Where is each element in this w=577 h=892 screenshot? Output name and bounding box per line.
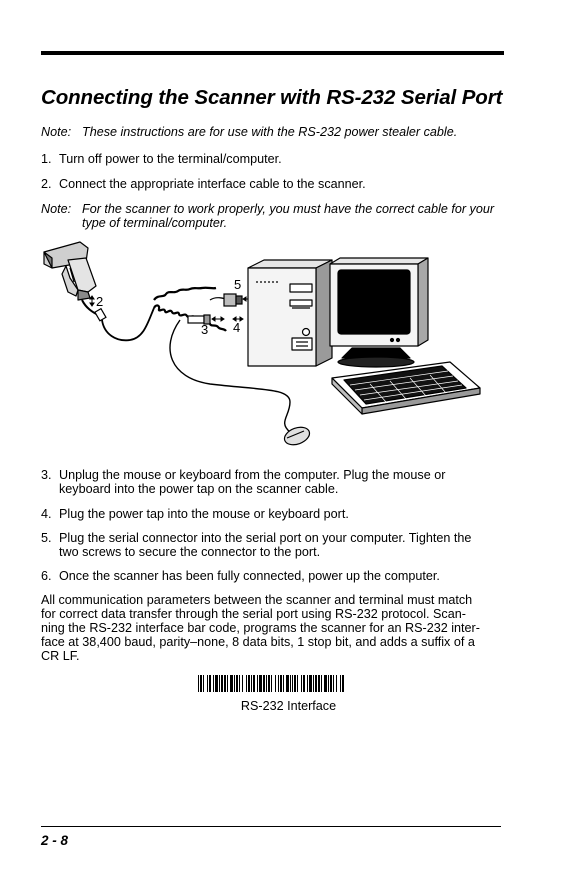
note-label: Note: [41,202,72,216]
step-text: Once the scanner has been fully connected, power up the computer. [59,569,440,583]
callout-4: 4 [233,320,241,335]
step-number: 4. [41,507,52,521]
callout-2: 2 [96,294,104,309]
step-number: 5. [41,531,52,545]
step-text: Plug the power tap into the mouse or keyboard port. [59,507,349,521]
top-rule [41,51,504,55]
step-text [59,531,471,559]
step-line: two screws to secure the connector to the port. [59,545,321,559]
step-line: Plug the serial connector into the serial port on your computer. Tighten the [59,531,472,545]
note-label: Note: [41,125,72,139]
callout-3: 3 [201,322,209,337]
note-text [82,202,494,230]
paragraph-line: for correct data transfer through the serial port using RS-232 protocol. Scan- [41,607,466,621]
step-text: Connect the appropriate interface cable to the scanner. [59,177,366,191]
paragraph-line: face at 38,400 baud, parity–none, 8 data bits, 1 stop bit, and adds a suffix of a [41,635,475,649]
step-line: keyboard into the power tap on the scanner cable. [59,482,339,496]
bottom-rule [41,826,501,827]
step-number: 1. [41,152,52,166]
step-number: 3. [41,468,52,482]
step-text [59,468,445,496]
note-text: These instructions are for use with the RS-232 power stealer cable. [82,125,458,139]
rs232-interface-barcode[interactable] [198,675,345,692]
step-line: Unplug the mouse or keyboard from the computer. Plug the mouse or [59,468,446,482]
computer-tower-icon [248,260,332,366]
page-number: 2 - 8 [41,833,69,848]
paragraph-line: ning the RS-232 interface bar code, programs the scanner for an RS-232 inter- [41,621,480,635]
connection-illustration [40,238,496,460]
barcode-label: RS-232 Interface [240,699,337,713]
note-line: type of terminal/computer. [82,216,228,230]
step-text: Turn off power to the terminal/computer. [59,152,282,166]
step-number: 6. [41,569,52,583]
paragraph-line: CR LF. [41,649,80,663]
paragraph-line: All communication parameters between the scanner and terminal must match [41,593,473,607]
step-number: 2. [41,177,52,191]
callout-5: 5 [234,277,242,292]
page-title: Connecting the Scanner with RS-232 Serial Port [41,86,503,109]
communication-parameters-paragraph [41,593,501,663]
note-line: For the scanner to work properly, you must have the correct cable for your [82,202,495,216]
